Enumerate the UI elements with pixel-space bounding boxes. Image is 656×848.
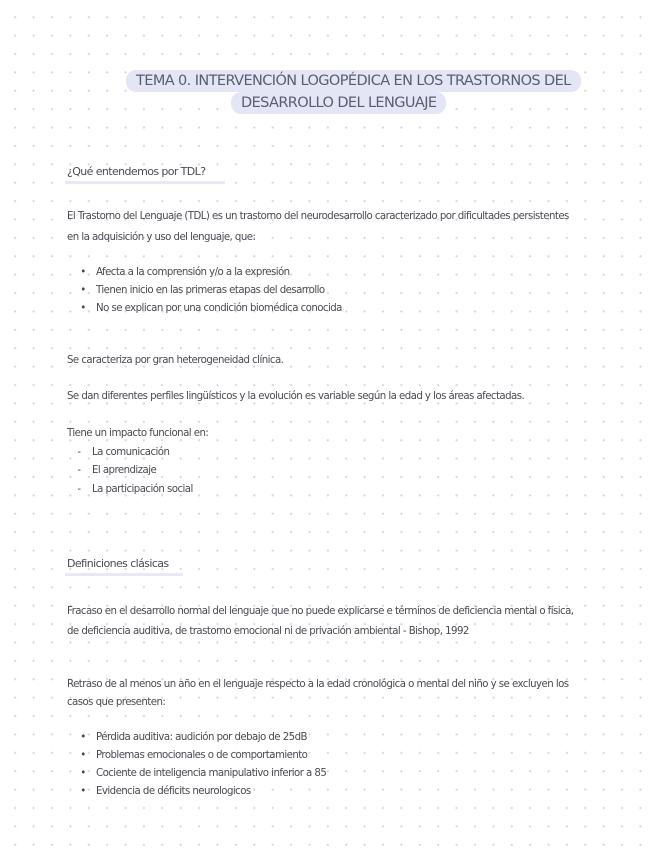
list-item-text: El aprendizaje	[92, 465, 157, 476]
definition-delay-line-2: casos que presenten:	[67, 697, 166, 708]
list-item	[77, 444, 170, 462]
bullet-icon: •	[80, 768, 86, 779]
definition-delay-line-1: Retraso de al menos un año en el lenguaje respecto a la edad cronológica o mental del niño y se excluyen los	[67, 679, 569, 690]
list-item-text: La participación social	[92, 484, 193, 495]
dash-icon: -	[77, 447, 81, 458]
list-item	[77, 481, 193, 499]
list-item-text: Pérdida auditiva: audición por debajo de 25dB	[96, 732, 307, 743]
bullet-icon: •	[80, 285, 86, 296]
dash-icon: -	[77, 465, 81, 476]
bullet-icon: •	[80, 267, 86, 278]
list-item	[77, 462, 157, 480]
list-item-text: Tienen inicio en las primeras etapas del desarrollo	[96, 285, 325, 296]
impact-intro: Tiene un impacto funcional en:	[67, 428, 209, 439]
list-item-text: Evidencia de déficits neurologicos	[96, 786, 251, 797]
bullet-icon: •	[80, 303, 86, 314]
list-item	[80, 783, 251, 801]
definition-bishop-line-2: de deficiencia auditiva, de trastorno emocional ni de privación ambiental - Bishop, 1992	[67, 626, 469, 637]
list-item-text: La comunicación	[92, 447, 170, 458]
section-heading-tdl	[67, 165, 205, 178]
title-line-1: TEMA 0. INTERVENCIÓN LOGOPÉDICA EN LOS TRASTORNOS DEL	[126, 70, 581, 92]
section-heading-definitions-text: Definiciones clásicas	[67, 557, 169, 570]
title-line-2: DESARROLLO DEL LENGUAJE	[231, 92, 446, 114]
bullet-icon: •	[80, 750, 86, 761]
heterogeneity-paragraph: Se caracteriza por gran heterogeneidad clínica.	[67, 355, 284, 366]
list-item	[80, 300, 342, 318]
bullet-icon: •	[80, 786, 86, 797]
list-item-text: Afecta a la comprensión y/o a la expresión	[96, 267, 290, 278]
heading-underline	[65, 573, 183, 576]
bullet-icon: •	[80, 732, 86, 743]
dash-icon: -	[77, 484, 81, 495]
list-item	[80, 264, 290, 282]
section-heading-tdl-text: ¿Qué entendemos por TDL?	[67, 165, 206, 178]
list-item-text: Problemas emocionales o de comportamiento	[96, 750, 308, 761]
tdl-definition-line-2: en la adquisición y uso del lenguaje, que:	[67, 232, 256, 243]
list-item	[80, 747, 308, 765]
list-item	[80, 765, 327, 783]
list-item-text: Cociente de inteligencia manipulativo inferior a 85	[96, 768, 327, 779]
section-heading-definitions	[67, 557, 169, 570]
list-item	[80, 282, 325, 300]
tdl-definition-line-1: El Trastorno del Lenguaje (TDL) es un trastorno del neurodesarrollo caracterizado por dificultades persistentes	[67, 211, 569, 222]
heading-underline	[65, 181, 225, 184]
list-item-text: No se explican por una condición biomédica conocida	[96, 303, 342, 314]
profiles-paragraph: Se dan diferentes perfiles lingüísticos y la evolución es variable según la edad y los áreas afectadas.	[67, 391, 525, 402]
list-item	[80, 729, 307, 747]
definition-bishop-line-1: Fracaso en el desarrollo normal del lenguaje que no puede explicarse e términos de deficiencia mental o física,	[67, 606, 574, 617]
